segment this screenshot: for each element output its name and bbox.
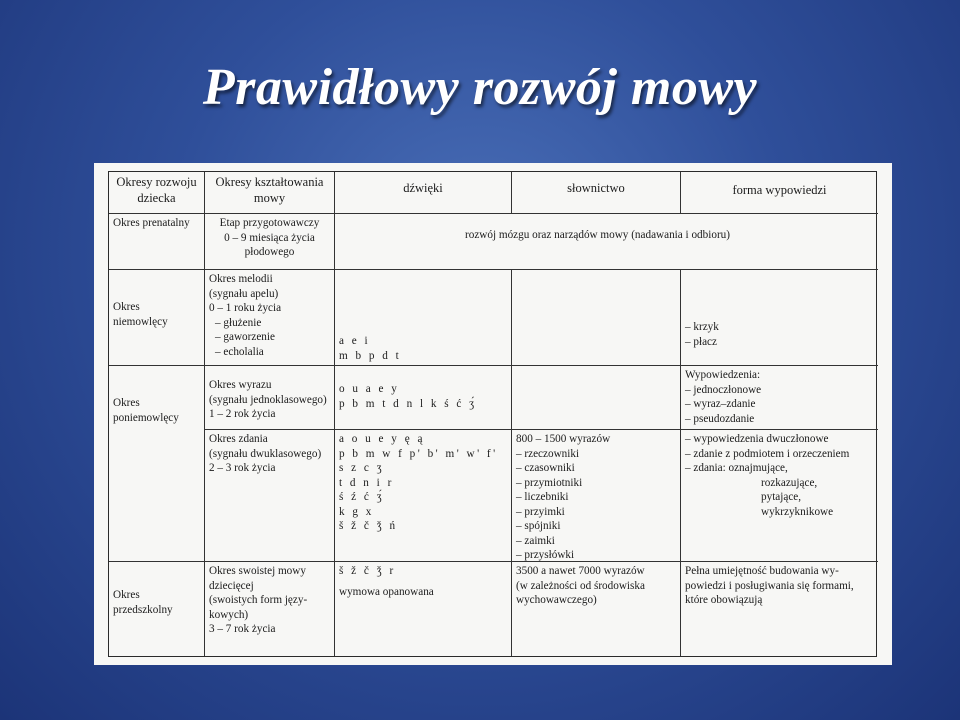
toddler-word-stage: Okres wyrazu (sygnału jednoklasowego) 1 – 2 rok życia (205, 366, 335, 430)
scanned-table-image (94, 163, 892, 665)
header-speech-periods: Okresy kształtowania mowy (205, 172, 335, 214)
toddler-sentence-forms: – wypowiedzenia dwuczłonowe – zdanie z podmiotem i orzeczeniem – zdania: oznajmujące, rozkazujące, pytające, wykrzyknikowe (681, 430, 878, 562)
prenatal-span: rozwój mózgu oraz narządów mowy (nadawania i odbioru) (335, 214, 878, 270)
prenatal-stage: Etap przygotowawczy 0 – 9 miesiąca życia płodowego (205, 214, 335, 270)
toddler-sentence-vocabulary: 800 – 1500 wyrazów – rzeczowniki – czasowniki – przymiotniki – liczebniki – przyimki – spójniki – zaimki – przysłówki (512, 430, 681, 562)
toddler-period: Okres poniemowlęcy (109, 366, 205, 562)
slide-title: Prawidłowy rozwój mowy (202, 59, 758, 116)
toddler-word-sounds: o u a e y p b m t d n l k ś ć ʒ́ (335, 366, 512, 430)
infant-stage: Okres melodii (sygnału apelu) 0 – 1 roku życia – głużenie – gaworzenie – echolalia (205, 270, 335, 366)
header-speech-form: forma wypowiedzi (681, 172, 878, 214)
prenatal-period: Okres prenatalny (109, 214, 205, 270)
infant-period: Okres niemowlęcy (109, 270, 205, 366)
preschool-stage: Okres swoistej mowy dziecięcej (swoistych form języ- kowych) 3 – 7 rok życia (205, 562, 335, 656)
preschool-sounds: š ž č ǯ r wymowa opanowana (335, 562, 512, 656)
preschool-forms: Pełna umiejętność budowania wy- powiedzi i posługiwania się formami, które obowiązują (685, 565, 854, 606)
header-child-development: Okresy rozwoju dziecka (109, 172, 205, 214)
toddler-word-vocabulary (512, 366, 681, 430)
toddler-sentence-stage: Okres zdania (sygnału dwuklasowego) 2 – 3 rok życia (205, 430, 335, 562)
infant-forms: – krzyk – płacz (681, 270, 878, 366)
toddler-word-forms: Wypowiedzenia: – jednoczłonowe – wyraz–zdanie – pseudozdanie (681, 366, 878, 430)
toddler-sentence-sounds: a o u e y ę ą p b m w f p' b' m' w' f' s z c ʒ t d n i r ś ź ć ʒ́ k g x š ž č ǯ ń (335, 430, 512, 562)
header-sounds: dźwięki (335, 172, 512, 214)
preschool-period: Okres przedszkolny (109, 562, 205, 656)
header-vocabulary: słownictwo (512, 172, 681, 214)
infant-vocabulary (512, 270, 681, 366)
infant-sounds: a e i m b p d t (335, 270, 512, 366)
preschool-vocabulary: 3500 a nawet 7000 wyrazów (w zależności od środowiska wychowawczego) (512, 562, 681, 656)
speech-development-table (108, 171, 877, 657)
